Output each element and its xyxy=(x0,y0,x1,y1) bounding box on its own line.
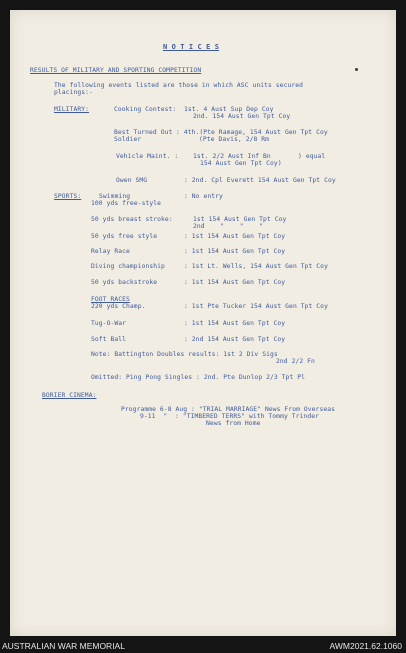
champ-result: : 1st Pte Tucker 154 Aust Gen Tpt Coy xyxy=(184,303,328,310)
footer-accession-number: AWM2021.62.1060 xyxy=(329,641,402,651)
military-heading: MILITARY: xyxy=(54,106,90,113)
footer-institution: AUSTRALIAN WAR MEMORIAL xyxy=(2,641,125,651)
note-line-1: Note: Battington Doubles results: 1st 2 Div Sigs xyxy=(91,351,278,358)
swimming-label-1: Swimming xyxy=(99,193,131,200)
breast-stroke-label: 50 yds breast stroke: xyxy=(91,216,173,223)
best-turned-label-1: Best Turned Out xyxy=(114,129,173,136)
champ-label: 220 yds Champ. xyxy=(91,303,146,310)
cooking-result-2: 2nd. 154 Aust Gen Tpt Coy xyxy=(193,113,291,120)
cinema-heading: BORIER CINEMA: xyxy=(42,392,97,399)
best-turned-result-1: : 4th.(Pte Ramage, 154 Aust Gen Tpt Coy xyxy=(176,129,328,136)
results-heading: RESULTS OF MILITARY AND SPORTING COMPETITION xyxy=(30,67,202,74)
best-turned-label-2: Soldier xyxy=(114,136,142,143)
vehicle-result-2: 154 Aust Gen Tpt Coy) xyxy=(200,160,282,167)
free-style-label: 50 yds free style xyxy=(91,233,158,240)
free-style-result: : 1st 154 Aust Gen Tpt Coy xyxy=(184,233,286,240)
swimming-result: : No entry xyxy=(184,193,223,200)
relay-result: : 1st 154 Aust Gen Tpt Coy xyxy=(184,248,286,255)
breast-stroke-result-2: 2nd " " " xyxy=(193,223,264,230)
vehicle-result-1: 1st. 2/2 Aust Inf Bn ) equal xyxy=(193,153,326,160)
cooking-result-1: 1st. 4 Aust Sup Dep Coy xyxy=(184,106,274,113)
intro-line-2: placings:- xyxy=(54,89,93,96)
best-turned-result-2: (Pte Davis, 2/8 Rm xyxy=(199,136,270,143)
tug-of-war-label: Tug-O-War xyxy=(91,320,127,327)
owen-label: Owen SMG xyxy=(116,177,148,184)
programme-line-2: 9-11 " : "TIMBERED TERRS" with Tommy Trinder xyxy=(140,413,319,420)
punch-hole xyxy=(355,68,358,71)
programme-line-3: News from Home xyxy=(206,420,261,427)
soft-ball-label: Soft Ball xyxy=(91,336,127,343)
vehicle-label: Vehicle Maint. : xyxy=(116,153,179,160)
backstroke-label: 50 yds backstroke xyxy=(91,279,158,286)
programme-line-1: Programme 6-8 Aug : "TRIAL MARRIAGE" News From Overseas xyxy=(121,406,336,413)
intro-line-1: The following events listed are those in which ASC units secured xyxy=(54,82,304,89)
relay-label: Relay Race xyxy=(91,248,130,255)
diving-label: Diving championship xyxy=(91,263,165,270)
breast-stroke-result-1: 1st 154 Aust Gen Tpt Coy xyxy=(193,216,287,223)
owen-result: : 2nd. Cpl Everett 154 Aust Gen Tpt Coy xyxy=(184,177,336,184)
tug-of-war-result: : 1st 154 Aust Gen Tpt Coy xyxy=(184,320,286,327)
sports-heading: SPORTS: xyxy=(54,193,82,200)
swimming-label-2: 100 yds free-style xyxy=(91,200,162,207)
foot-races-heading: FOOT RACES xyxy=(91,296,130,303)
notice-title: N O T I C E S xyxy=(163,43,220,51)
cooking-label: Cooking Contest: xyxy=(114,106,177,113)
diving-result: : 1st Lt. Wells, 154 Aust Gen Tpt Coy xyxy=(184,263,328,270)
soft-ball-result: : 2nd 154 Aust Gen Tpt Coy xyxy=(184,336,286,343)
note-line-2: 2nd 2/2 Fn xyxy=(276,358,315,365)
backstroke-result: : 1st 154 Aust Gen Tpt Coy xyxy=(184,279,286,286)
omitted-line: Omitted: Ping Pong Singles : 2nd. Pte Dunlop 2/3 Tpt Pl xyxy=(91,374,306,381)
